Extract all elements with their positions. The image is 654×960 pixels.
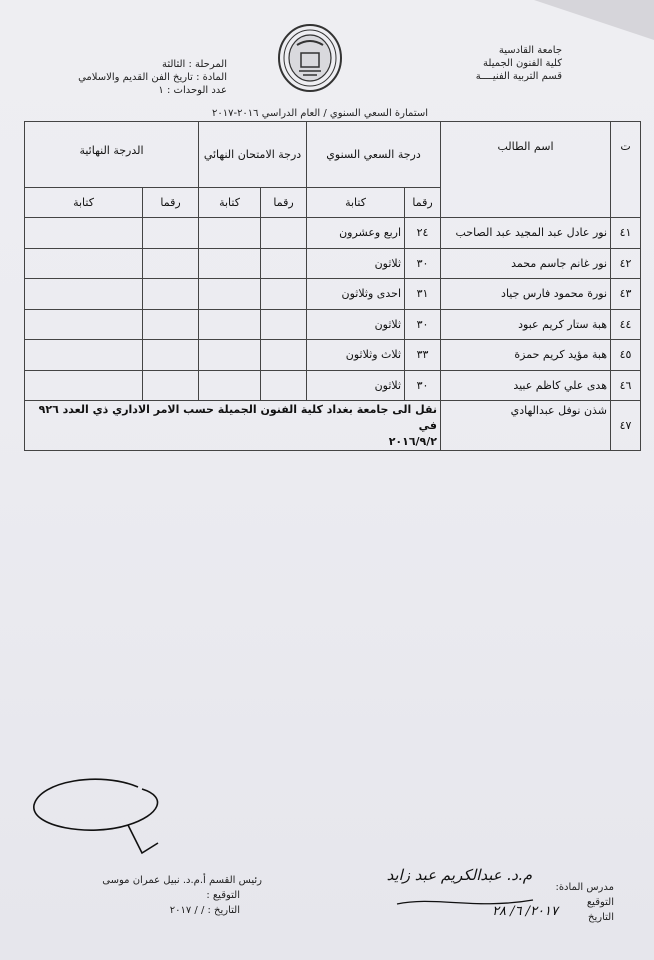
table-row — [25, 279, 641, 310]
teacher-signature-label: التوقيع — [586, 897, 614, 908]
header-final-grade: الدرجة النهائية — [25, 122, 199, 188]
teacher-label: مدرس المادة: — [555, 882, 614, 893]
row-annual-digits: ٣٣ — [405, 340, 441, 371]
institution-block — [476, 44, 562, 83]
row-annual-digits: ٣٠ — [405, 248, 441, 279]
row-final-digits — [143, 370, 199, 401]
header-final-exam: درجة الامتحان النهائي — [199, 122, 307, 188]
header-seq: ت — [611, 122, 641, 218]
teacher-handwritten-name: م.د. عبدالكريم عبد زايد — [386, 866, 532, 884]
head-of-department-block — [102, 873, 262, 918]
university-logo — [277, 23, 343, 93]
teacher-date-label: التاريخ — [588, 912, 614, 923]
transfer-note — [25, 401, 441, 451]
row-student-name: نورة محمود فارس جياد — [441, 279, 611, 310]
department-name: قسم التربية الفنيــــة — [475, 71, 562, 82]
row-annual-words: ثلاثون — [307, 248, 405, 279]
transfer-note-line2: ٢٠١٦/٩/٢ — [388, 434, 438, 448]
row-annual-digits: ٢٤ — [405, 218, 441, 249]
row-seq: ٤٤ — [611, 309, 641, 340]
row-annual-words: اربع وعشرون — [307, 218, 405, 249]
page-fold — [534, 0, 654, 40]
row-annual-words: احدى وثلاثون — [307, 279, 405, 310]
subheader-final-digits: رقما — [143, 188, 199, 218]
row-seq: ٤٢ — [611, 248, 641, 279]
row-seq: ٤٥ — [611, 340, 641, 371]
row-final-words — [25, 340, 143, 371]
subheader-final-words: كتابة — [25, 188, 143, 218]
row-student-name: هبة مؤيد كريم حمزة — [441, 340, 611, 371]
row-exam-digits — [261, 370, 307, 401]
row-final-digits — [143, 218, 199, 249]
table-row — [25, 340, 641, 371]
row-final-words — [25, 248, 143, 279]
subheader-annual-words: كتابة — [307, 188, 405, 218]
row-exam-digits — [261, 218, 307, 249]
row-final-digits — [143, 340, 199, 371]
table-row — [25, 309, 641, 340]
row-exam-digits — [261, 279, 307, 310]
header-student-name: اسم الطالب — [441, 122, 611, 218]
row-seq: ٤١ — [611, 218, 641, 249]
head-signature — [30, 775, 170, 860]
head-of-department-name: رئيس القسم أ.م.د. نبيل عمران موسى — [102, 875, 262, 886]
teacher-signature-flourish — [395, 890, 535, 915]
header-row — [25, 122, 641, 188]
row-annual-words: ثلاث وثلاثون — [307, 340, 405, 371]
row-annual-words: ثلاثون — [307, 370, 405, 401]
row-exam-digits — [261, 340, 307, 371]
units-label: عدد الوحدات : ١ — [158, 85, 227, 96]
college-name: كلية الفنون الجميلة — [483, 58, 562, 69]
teacher-block — [555, 880, 614, 925]
row-exam-words — [199, 340, 261, 371]
subject-label: المادة : تاريخ الفن القديم والاسلامي — [78, 72, 227, 83]
table-row — [25, 218, 641, 249]
table-row — [25, 401, 641, 451]
row-final-digits — [143, 279, 199, 310]
form-title: استمارة السعي السنوي / العام الدراسي ٢٠١٦-٢٠١٧ — [211, 108, 429, 119]
head-signature-label: التوقيع : — [206, 890, 240, 901]
teacher-handwritten-date: ٢٠١٧/ ٦/ ٢٨ — [492, 904, 558, 919]
header-annual-score: درجة السعي السنوي — [307, 122, 441, 188]
row-student-name: نور غانم جاسم محمد — [441, 248, 611, 279]
row-annual-words: ثلاثون — [307, 309, 405, 340]
row-exam-words — [199, 248, 261, 279]
subheader-exam-words: كتابة — [199, 188, 261, 218]
row-exam-digits — [261, 248, 307, 279]
row-exam-words — [199, 309, 261, 340]
row-final-words — [25, 279, 143, 310]
stage-label: المرحلة : الثالثة — [161, 59, 227, 70]
row-exam-words — [199, 218, 261, 249]
row-seq: ٤٧ — [611, 401, 641, 451]
university-name: جامعة القادسية — [498, 45, 562, 56]
row-seq: ٤٦ — [611, 370, 641, 401]
row-student-name: شذن نوفل عبدالهادي — [441, 401, 611, 451]
subheader-exam-digits: رقما — [261, 188, 307, 218]
table-row — [25, 370, 641, 401]
row-annual-digits: ٣٠ — [405, 370, 441, 401]
row-annual-digits: ٣١ — [405, 279, 441, 310]
row-exam-words — [199, 279, 261, 310]
row-exam-words — [199, 370, 261, 401]
transfer-note-line1: نقل الى جامعة بغداد كلية الفنون الجميلة حسب الامر الاداري ذي العدد ٩٢٦ في — [38, 402, 438, 432]
row-seq: ٤٣ — [611, 279, 641, 310]
course-block — [78, 58, 227, 97]
table-row — [25, 248, 641, 279]
row-student-name: نور عادل عبد المجيد عبد الصاحب — [441, 218, 611, 249]
row-student-name: هدى علي كاظم عبيد — [441, 370, 611, 401]
row-final-digits — [143, 248, 199, 279]
row-student-name: هبة ستار كريم عبود — [441, 309, 611, 340]
row-final-words — [25, 370, 143, 401]
row-final-words — [25, 218, 143, 249]
row-final-digits — [143, 309, 199, 340]
subheader-annual-digits: رقما — [405, 188, 441, 218]
row-annual-digits: ٣٠ — [405, 309, 441, 340]
head-date-label: التاريخ : / / ٢٠١٧ — [169, 905, 240, 916]
row-final-words — [25, 309, 143, 340]
grades-table — [24, 121, 641, 451]
row-exam-digits — [261, 309, 307, 340]
